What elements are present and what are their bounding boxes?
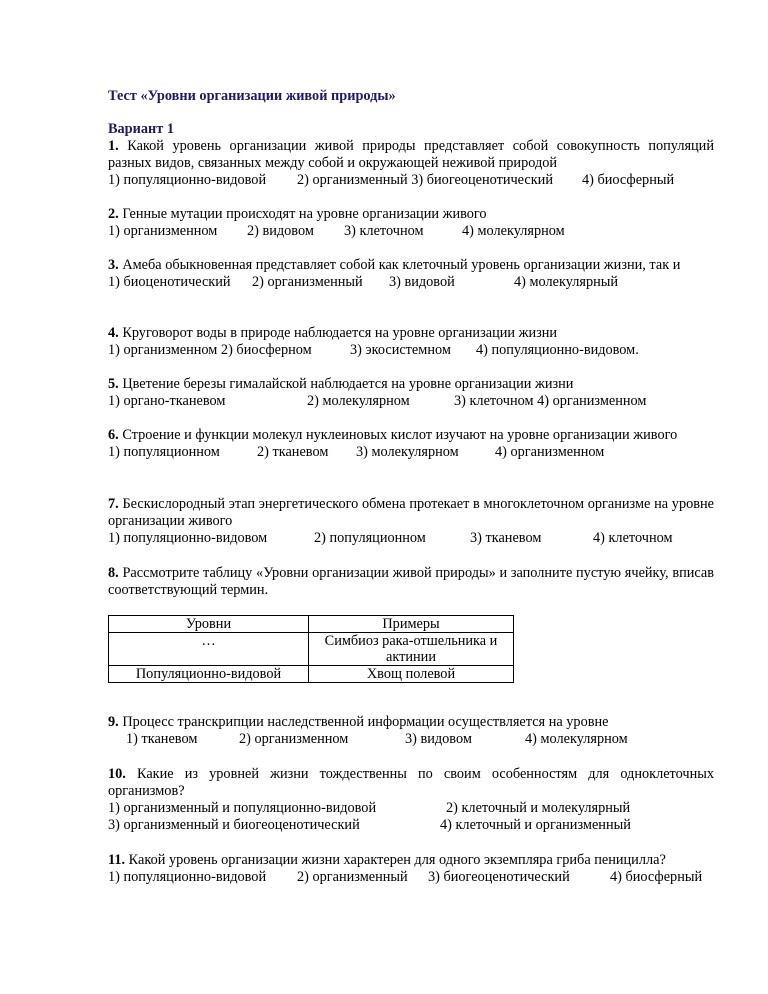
answer-options — [108, 342, 714, 359]
question-text: 8. Рассмотрите таблицу «Уровни организации живой природы» и заполните пустую ячейку, вписав соответствующий термин. — [108, 565, 715, 598]
answer-option: 1) популяционно-видовом — [108, 530, 268, 546]
answer-option: 4) клеточный и организменный — [440, 817, 631, 833]
answer-options — [108, 731, 714, 748]
question-1 — [108, 138, 714, 189]
answer-options — [108, 444, 714, 461]
question-text: 9. Процесс транскрипции наследственной информации осуществляется на уровне — [108, 714, 609, 730]
table-header-cell: Уровни — [109, 616, 309, 633]
answer-options — [108, 274, 714, 291]
question-text: 7. Бескислородный этап энергетического обмена протекает в многоклеточном организме на уровне организации живого — [108, 496, 714, 529]
question-text: 5. Цветение березы гималайской наблюдается на уровне организации жизни — [108, 376, 574, 392]
question-text: 1. Какой уровень организации живой природы представляет собой совокупность популяций разных видов, связанных между собой и окружающей неживой природой — [108, 138, 714, 171]
question-text: 11. Какой уровень организации жизни характерен для одного экземпляра гриба пеницилла? — [108, 852, 666, 868]
answer-option: 3) клеточном 4) организменном — [454, 393, 647, 409]
table-row — [109, 666, 514, 683]
answer-option: 3) молекулярном — [356, 444, 459, 460]
answer-option: 4) биосферный — [610, 869, 703, 885]
answer-option: 2) популяционном — [314, 530, 426, 546]
table-cell: Хвощ полевой — [309, 666, 514, 683]
answer-option: 1) популяционно-видовой — [108, 172, 267, 188]
question-11 — [108, 852, 714, 886]
answer-option: 4) организменном — [495, 444, 605, 460]
answer-option: 3) видовом — [405, 731, 472, 747]
answer-option: 4) биосферный — [582, 172, 675, 188]
answer-options — [108, 869, 714, 886]
question-text: 2. Генные мутации происходят на уровне организации живого — [108, 206, 487, 222]
question-text: 10. Какие из уровней жизни тождественны по своим особенностям для одноклеточных организмов? — [108, 766, 714, 799]
question-9 — [108, 714, 714, 748]
answer-option: 2) видовом — [247, 223, 314, 239]
answer-option: 3) тканевом — [470, 530, 542, 546]
answer-option: 3) биогеоценотический — [428, 869, 570, 885]
answer-option: 3) клеточном — [344, 223, 424, 239]
answer-option: 2) организменном — [239, 731, 349, 747]
answer-option: 1) организменный и популяционно-видовой — [108, 800, 377, 816]
levels-table — [108, 615, 514, 683]
table-cell: Симбиоз рака-отшельника и актинии — [309, 633, 514, 666]
question-8 — [108, 565, 714, 599]
answer-option: 1) организменном — [108, 223, 218, 239]
question-text: 4. Круговорот воды в природе наблюдается на уровне организации жизни — [108, 325, 558, 341]
answer-option: 3) организменный и биогеоценотический — [108, 817, 360, 833]
answer-option: 2) клеточный и молекулярный — [446, 800, 631, 816]
answer-option: 1) тканевом — [126, 731, 198, 747]
answer-option: 1) организменном 2) биосферном — [108, 342, 312, 358]
answer-option: 4) молекулярном — [462, 223, 565, 239]
answer-options — [108, 530, 714, 547]
answer-options — [108, 393, 714, 410]
answer-option: 2) организменный — [252, 274, 363, 290]
question-text: 6. Строение и функции молекул нуклеиновых кислот изучают на уровне организации живого — [108, 427, 678, 443]
table-row — [109, 633, 514, 666]
answer-option: 3) экосистемном — [350, 342, 451, 358]
answer-options — [108, 223, 714, 240]
answer-options-row-2 — [108, 817, 714, 834]
answer-option: 4) популяционно-видовом. — [476, 342, 639, 358]
answer-option: 1) биоценотический — [108, 274, 231, 290]
answer-option: 1) популяционном — [108, 444, 220, 460]
answer-option: 2) тканевом — [257, 444, 329, 460]
document-title: Тест «Уровни организации живой природы» — [108, 88, 396, 104]
question-text: 3. Амеба обыкновенная представляет собой как клеточный уровень организации жизни, так и — [108, 257, 681, 273]
answer-option: 1) популяционно-видовой — [108, 869, 267, 885]
question-3 — [108, 257, 714, 291]
answer-option: 2) организменный — [297, 869, 408, 885]
question-4 — [108, 325, 714, 359]
answer-option: 2) организменный 3) биогеоценотический — [297, 172, 553, 188]
question-5 — [108, 376, 714, 410]
answer-option: 4) молекулярный — [514, 274, 619, 290]
table-header-row — [109, 616, 514, 633]
variant-heading: Вариант 1 — [108, 121, 175, 137]
table-cell-empty: … — [109, 633, 309, 666]
question-7 — [108, 496, 714, 547]
answer-option: 3) видовой — [389, 274, 455, 290]
answer-option: 4) клеточном — [593, 530, 673, 546]
answer-option: 4) молекулярном — [525, 731, 628, 747]
question-6 — [108, 427, 714, 461]
answer-option: 2) молекулярном — [307, 393, 410, 409]
question-10 — [108, 766, 714, 834]
table-header-cell: Примеры — [309, 616, 514, 633]
question-2 — [108, 206, 714, 240]
answer-options-row-1 — [108, 800, 714, 817]
answer-option: 1) органо-тканевом — [108, 393, 226, 409]
answer-options — [108, 172, 714, 189]
table-cell: Популяционно-видовой — [109, 666, 309, 683]
